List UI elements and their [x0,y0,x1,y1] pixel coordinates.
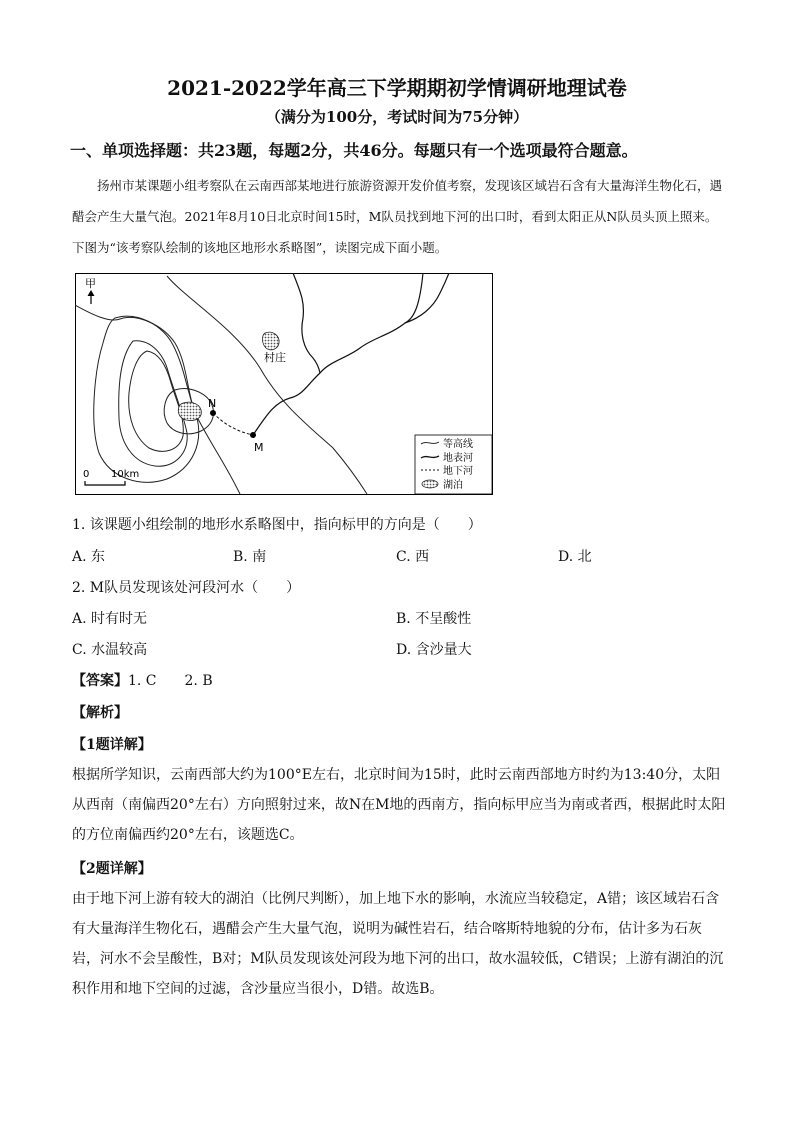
section-heading: 一、单项选择题：共23题，每题2分，共46分。每题只有一个选项最符合题意。 [70,141,638,160]
direction-label: 甲 [85,277,96,290]
village-shape [262,332,279,350]
q2-option-a[interactable]: A. 时有时无 [72,611,148,627]
detail-1-text: 根据所学知识，云南西部大约为100°E左右，北京时间为15时，此时云南西部地方时约为13:40分，太阳从西南（南偏西20°左右）方向照射过来，故N在M地的西南方，指向标甲应当为南或者西，根据此时太阳的方位南偏西约20°左右，该题选C。 [72,767,726,843]
legend-underground-label: 地下河 [443,466,473,477]
exam-info: （满分为100分，考试时间为75分钟） [265,108,529,126]
question-2-stem: 2. M队员发现该处河段河水（ ） [72,580,301,596]
village-label: 村庄 [264,351,286,364]
answer-text: 1. C 2. B [128,673,213,689]
scale-value: 10km [111,469,140,480]
legend-lake-symbol [422,480,438,488]
point-m-label: M [254,441,264,454]
answer-tag: 【答案】 [72,673,128,689]
page-title: 2021-2022学年高三下学期期初学情调研地理试卷 [167,76,627,100]
analysis-tag: 【解析】 [72,705,128,721]
point-m [250,432,256,438]
legend-river-label: 地表河 [443,453,473,464]
material-text: 扬州市某课题小组考察队在云南西部某地进行旅游资源开发价值考察，发现该区域岩石含有大量海洋生物化石，遇醋会产生大量气泡。2021年8月10日北京时间15时，M队员找到地下河的出口时，看到太阳正从N队员头顶上照来。下图为“该考察队绘制的该地区地形水系略图”，读图完成下面小题。 [72,178,723,255]
q2-option-b[interactable]: B. 不呈酸性 [396,611,472,627]
q2-option-d[interactable]: D. 含沙量大 [396,642,472,658]
question-1-stem: 1. 该课题小组绘制的地形水系略图中，指向标甲的方向是（ ） [72,517,482,533]
q1-option-d[interactable]: D. 北 [558,549,592,565]
q1-option-b[interactable]: B. 南 [233,549,267,565]
q1-option-a[interactable]: A. 东 [72,549,106,565]
legend-lake-label: 湖泊 [443,480,463,491]
legend-contour-label: 等高线 [443,439,473,450]
point-n-label: N [208,397,217,410]
q1-option-c[interactable]: C. 西 [396,549,430,565]
point-n [210,410,216,416]
terrain-water-map [75,273,493,495]
answer-line [72,670,213,690]
detail-2-tag: 【2题详解】 [72,861,152,877]
lake-shape [178,402,201,420]
detail-1-tag: 【1题详解】 [72,737,152,753]
scale-zero: 0 [83,469,90,480]
q2-option-c[interactable]: C. 水温较高 [72,642,148,658]
detail-2-text: 由于地下河上游有较大的湖泊（比例尺判断），加上地下水的影响，水流应当较稳定，A错；该区域岩石含有大量海洋生物化石，遇醋会产生大量气泡，说明为碱性岩石，结合喀斯特地貌的分布，估计多为石灰岩，河水不会呈酸性，B对；M队员发现该处河段为地下河的出口，故水温较低，C错误；上游有湖泊的沉积作用和地下空间的过滤，含沙量应当很小，D错。故选B。 [72,891,724,997]
